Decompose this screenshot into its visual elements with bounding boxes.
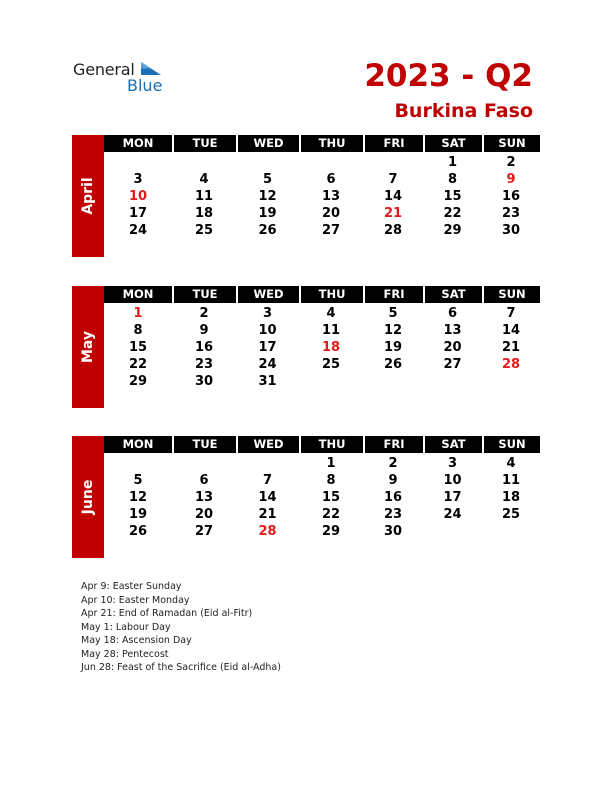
day-cell: 14	[501, 323, 521, 338]
weekday-label: THU	[299, 436, 363, 453]
day-cell: 26	[258, 223, 277, 238]
weekday-header	[104, 286, 540, 303]
day-cell: 28	[258, 524, 277, 539]
day-cell: 6	[199, 473, 209, 488]
day-cell: 16	[383, 490, 403, 505]
day-cell: 9	[199, 323, 209, 338]
weekday-label: MON	[122, 437, 154, 451]
day-cell: 5	[388, 306, 398, 321]
day-cell: 20	[321, 206, 341, 221]
holiday-note: Jun 28: Feast of the Sacrifice (Eid al-Adha)	[81, 662, 281, 673]
day-cell: 11	[194, 189, 214, 204]
day-cell: 17	[128, 206, 148, 221]
holiday-note: Apr 21: End of Ramadan (Eid al-Fitr)	[81, 608, 253, 619]
day-cell: 4	[199, 172, 209, 187]
day-cell: 7	[388, 172, 398, 187]
day-cell: 18	[501, 490, 521, 505]
weekday-label: WED	[236, 436, 299, 453]
day-cell: 12	[258, 189, 277, 204]
month-label-bar	[72, 286, 104, 408]
day-cell: 21	[501, 340, 521, 355]
day-cell: 24	[128, 223, 148, 238]
day-cell: 27	[443, 357, 462, 372]
day-cell: 12	[128, 490, 148, 505]
month-label-bar	[72, 135, 104, 257]
page-title: 2023 - Q2	[364, 58, 533, 94]
month-name: April	[80, 177, 96, 215]
day-cell: 3	[133, 172, 143, 187]
weekday-label: THU	[299, 135, 363, 152]
weekday-label: SUN	[482, 436, 540, 453]
day-cell: 17	[258, 340, 277, 355]
day-cell: 23	[383, 507, 403, 522]
logo	[73, 60, 173, 100]
day-cell: 3	[447, 456, 458, 471]
holiday-note: May 28: Pentecost	[81, 648, 169, 660]
day-cell: 22	[443, 206, 462, 221]
day-cell: 8	[326, 473, 336, 488]
day-cell: 9	[388, 473, 398, 488]
day-cell: 28	[383, 223, 403, 238]
day-cell: 20	[443, 340, 462, 355]
day-cell: 6	[326, 172, 336, 187]
day-cell: 2	[388, 456, 398, 471]
day-cell: 2	[199, 306, 209, 321]
day-cell: 5	[133, 473, 143, 488]
day-cell: 16	[501, 189, 521, 204]
day-cell: 18	[321, 340, 341, 355]
day-cell: 10	[128, 189, 148, 204]
day-cell: 21	[258, 507, 277, 522]
day-cell: 10	[258, 323, 277, 338]
day-cell: 6	[447, 306, 458, 321]
day-cell: 3	[262, 306, 273, 321]
day-cell: 19	[128, 507, 148, 522]
day-cell: 15	[443, 189, 462, 204]
day-cell: 29	[443, 223, 462, 238]
day-cell: 16	[194, 340, 214, 355]
holiday-notes	[81, 580, 281, 675]
day-cell: 29	[128, 374, 148, 389]
weekday-label: MON	[122, 136, 154, 150]
weekday-label: WED	[236, 135, 299, 152]
day-cell: 14	[383, 189, 403, 204]
weekday-label: FRI	[363, 135, 423, 152]
day-cell: 13	[443, 323, 462, 338]
day-cell: 18	[194, 206, 214, 221]
logo-word-blue: Blue	[127, 76, 163, 95]
day-cell: 22	[128, 357, 148, 372]
day-cell: 26	[383, 357, 403, 372]
day-cell: 1	[326, 456, 336, 471]
day-cell: 23	[194, 357, 214, 372]
month-block-april	[72, 135, 540, 257]
day-cell: 21	[383, 206, 403, 221]
day-cell: 23	[501, 206, 521, 221]
weekday-label: FRI	[363, 286, 423, 303]
day-cell: 30	[501, 223, 521, 238]
day-cell: 24	[258, 357, 277, 372]
country-name: Burkina Faso	[394, 100, 533, 122]
day-cell: 9	[506, 172, 516, 187]
month-block-june	[72, 436, 540, 558]
day-cell: 14	[258, 490, 277, 505]
holiday-note: Apr 10: Easter Monday	[81, 594, 190, 606]
day-cell: 24	[443, 507, 462, 522]
day-cell: 13	[194, 490, 214, 505]
day-cell: 17	[443, 490, 462, 505]
day-cell: 26	[128, 524, 148, 539]
weekday-label: MON	[122, 287, 154, 301]
day-cell: 4	[506, 456, 516, 471]
weekday-label: SAT	[423, 436, 482, 453]
day-cell: 27	[194, 524, 214, 539]
logo-word-general: General	[73, 60, 135, 79]
day-cell: 27	[321, 223, 341, 238]
weekday-header	[104, 436, 540, 453]
day-cell: 8	[133, 323, 143, 338]
weekday-label: SUN	[482, 135, 540, 152]
day-cell: 12	[383, 323, 403, 338]
weekday-label: TUE	[172, 135, 236, 152]
day-cell: 8	[447, 172, 458, 187]
day-cell: 5	[262, 172, 273, 187]
day-cell: 7	[262, 473, 273, 488]
month-name: May	[80, 330, 96, 364]
day-cell: 11	[501, 473, 521, 488]
day-cell: 31	[258, 374, 277, 389]
weekday-label: SUN	[482, 286, 540, 303]
day-cell: 4	[326, 306, 336, 321]
weekday-label: TUE	[172, 436, 236, 453]
weekday-label: FRI	[363, 436, 423, 453]
day-cell: 7	[506, 306, 516, 321]
day-cell: 22	[321, 507, 341, 522]
day-cell: 15	[128, 340, 148, 355]
day-cell: 11	[321, 323, 341, 338]
day-cell: 29	[321, 524, 341, 539]
holiday-note: May 18: Ascension Day	[81, 635, 192, 646]
day-cell: 25	[321, 357, 341, 372]
weekday-label: SAT	[423, 286, 482, 303]
day-cell: 1	[447, 155, 458, 170]
day-cell: 13	[321, 189, 341, 204]
day-cell: 2	[506, 155, 516, 170]
day-cell: 1	[133, 306, 143, 321]
day-cell: 30	[383, 524, 403, 539]
day-cell: 30	[194, 374, 214, 389]
day-cell: 19	[383, 340, 403, 355]
month-label-bar	[72, 436, 104, 558]
day-cell: 25	[501, 507, 521, 522]
month-block-may	[72, 286, 540, 408]
weekday-label: THU	[299, 286, 363, 303]
weekday-label: TUE	[172, 286, 236, 303]
day-cell: 20	[194, 507, 214, 522]
weekday-label: SAT	[423, 135, 482, 152]
weekday-label: WED	[236, 286, 299, 303]
day-cell: 15	[321, 490, 341, 505]
month-name: June	[80, 479, 96, 515]
day-cell: 25	[194, 223, 214, 238]
day-cell: 19	[258, 206, 277, 221]
day-cell: 10	[443, 473, 462, 488]
weekday-header	[104, 135, 540, 152]
day-cell: 28	[501, 357, 521, 372]
holiday-note: Apr 9: Easter Sunday	[81, 581, 182, 592]
holiday-note: May 1: Labour Day	[81, 621, 171, 633]
